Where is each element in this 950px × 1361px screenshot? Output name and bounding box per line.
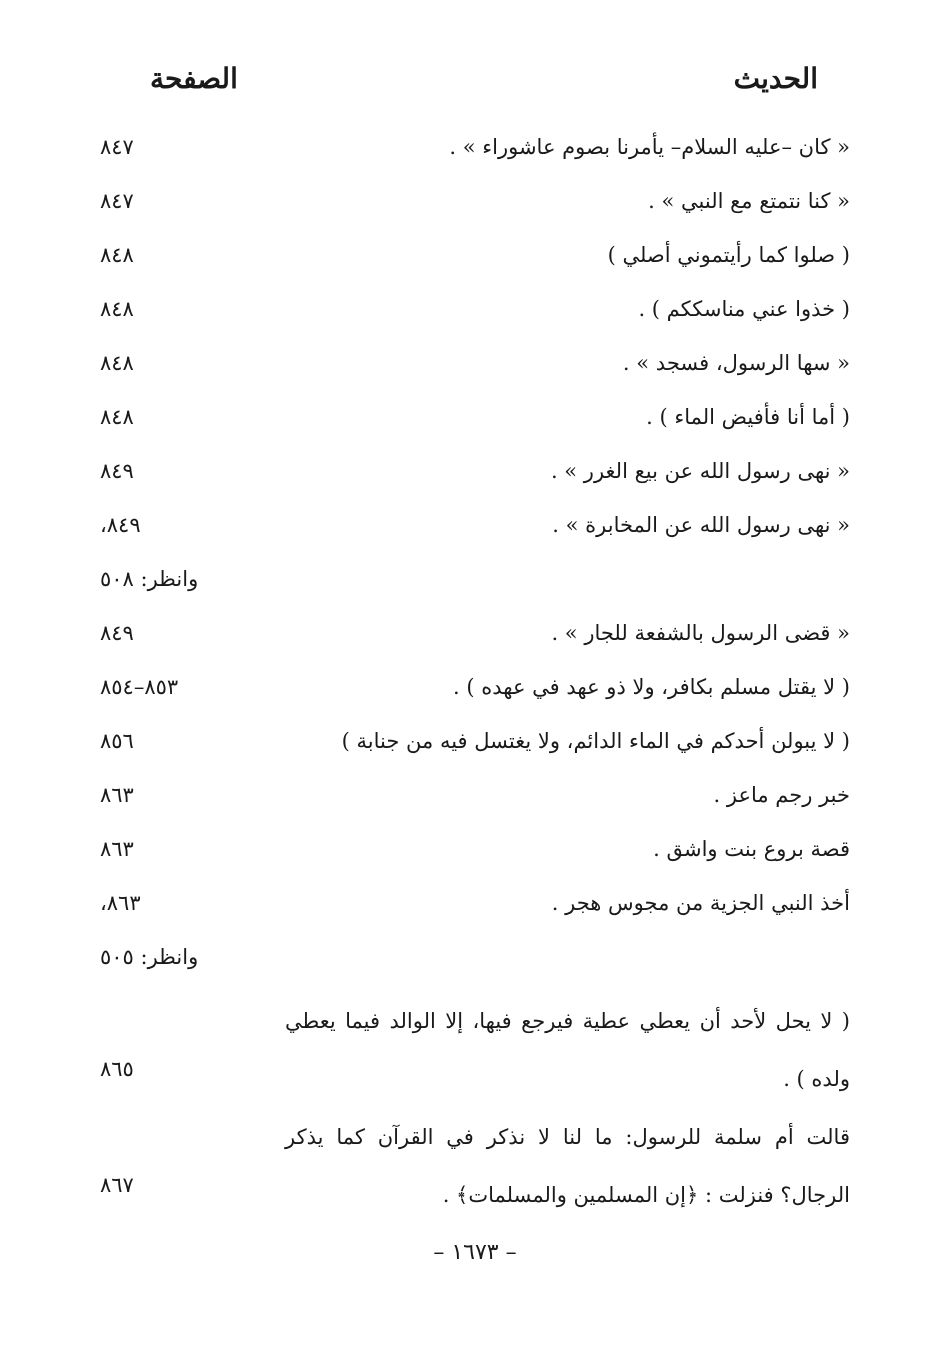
page-number: ٨٤٩ <box>100 621 134 645</box>
hadith-text: « نهى رسول الله عن المخابرة » . <box>552 513 850 537</box>
column-header-page: الصفحة <box>150 62 238 95</box>
hadith-text: « كان –عليه السلام– يأمرنا بصوم عاشوراء » . <box>449 135 850 159</box>
hadith-text: ( صلوا كما رأيتموني أصلي ) <box>607 243 850 267</box>
index-row <box>100 660 850 714</box>
index-row <box>100 390 850 444</box>
page-number: ٨٦٣ <box>100 837 134 861</box>
index-row <box>100 336 850 390</box>
index-row-see-also <box>100 552 850 606</box>
hadith-text: ( لا يحل لأحد أن يعطي عطية فيرجع فيها، إلا الوالد فيما يعطي ولده ) . <box>285 1009 850 1091</box>
hadith-index-list <box>100 120 850 1216</box>
page-footer-number: – ١٦٧٣ – <box>433 1240 517 1265</box>
index-row <box>100 876 850 930</box>
index-row <box>100 822 850 876</box>
page-number: ٨٥٣–٨٥٤ <box>100 675 179 699</box>
page-number: ٨٦٣ <box>100 783 134 807</box>
hadith-text: « قضى الرسول بالشفعة للجار » . <box>551 621 850 645</box>
hadith-text: خبر رجم ماعز . <box>713 783 850 807</box>
index-row <box>100 714 850 768</box>
index-row <box>100 498 850 552</box>
index-row <box>100 984 850 1100</box>
index-row <box>100 768 850 822</box>
hadith-text: ( أما أنا فأفيض الماء ) . <box>646 405 850 429</box>
page-number: ٨٤٨ <box>100 297 134 321</box>
hadith-text: « سها الرسول، فسجد » . <box>622 351 850 375</box>
see-also-reference: وانظر: ٥٠٨ <box>100 567 199 591</box>
see-also-reference: وانظر: ٥٠٥ <box>100 945 199 969</box>
page-number: ٨٥٦ <box>100 729 134 753</box>
hadith-text: « كنا نتمتع مع النبي » . <box>648 189 850 213</box>
index-row <box>100 174 850 228</box>
column-header-hadith: الحديث <box>733 62 818 95</box>
page-number: ٨٤٨ <box>100 351 134 375</box>
page-number: ٨٤٩، <box>100 513 141 537</box>
page-number: ٨٤٧ <box>100 135 134 159</box>
hadith-text: ( لا يبولن أحدكم في الماء الدائم، ولا يغتسل فيه من جنابة ) <box>341 729 850 753</box>
index-row <box>100 606 850 660</box>
hadith-text: أخذ النبي الجزية من مجوس هجر . <box>551 891 850 915</box>
index-row <box>100 228 850 282</box>
page-number: ٨٦٣، <box>100 891 141 915</box>
page-number: ٨٤٩ <box>100 459 134 483</box>
page-number: ٨٦٥ <box>100 1057 134 1081</box>
index-row <box>100 282 850 336</box>
page-number: ٨٦٧ <box>100 1173 134 1197</box>
page-number: ٨٤٧ <box>100 189 134 213</box>
index-row <box>100 120 850 174</box>
hadith-text: قالت أم سلمة للرسول: ما لنا لا نذكر في القرآن كما يذكر الرجال؟ فنزلت : ﴿إن المسلمين والمسلمات﴾ . <box>285 1125 850 1207</box>
hadith-text: قصة بروع بنت واشق . <box>653 837 850 861</box>
hadith-text: ( خذوا عني مناسككم ) . <box>638 297 850 321</box>
page-number: ٨٤٨ <box>100 243 134 267</box>
hadith-text: « نهى رسول الله عن بيع الغرر » . <box>550 459 850 483</box>
page-number: ٨٤٨ <box>100 405 134 429</box>
hadith-text: ( لا يقتل مسلم بكافر، ولا ذو عهد في عهده ) . <box>453 675 850 699</box>
index-row-see-also <box>100 930 850 984</box>
index-row <box>100 444 850 498</box>
index-row <box>100 1100 850 1216</box>
